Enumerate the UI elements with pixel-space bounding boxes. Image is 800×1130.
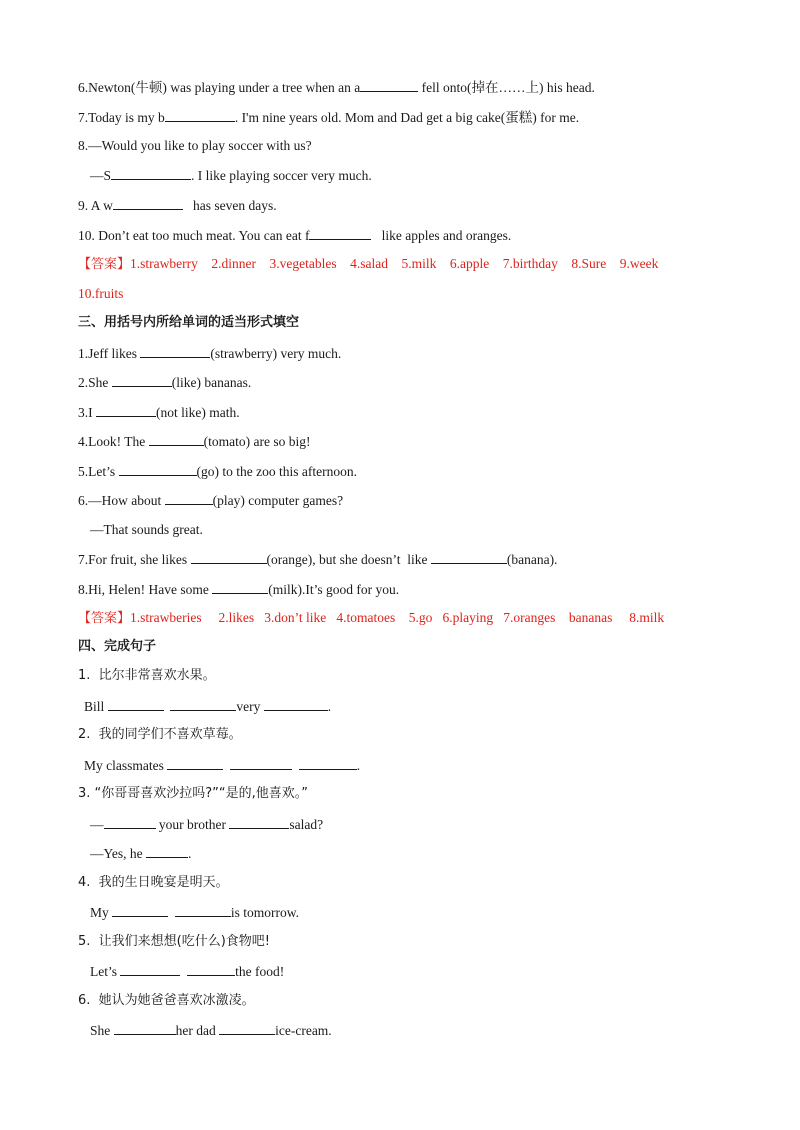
question-2-8a: 8.—Would you like to play soccer with us?: [78, 138, 312, 153]
question-4-3-chinese: 3. “你哥哥喜欢沙拉吗?”“是的,他喜欢。”: [78, 786, 309, 801]
question-4-4-chinese: 4. 我的生日晚宴是明天。: [78, 875, 229, 890]
question-2-9: 9. A w has seven days.: [78, 198, 277, 213]
question-2-7: 7.Today is my b . I'm nine years old. Mom and Dad get a big cake(蛋糕) for me.: [78, 110, 580, 125]
question-4-2-chinese: 2. 我的同学们不喜欢草莓。: [78, 727, 242, 742]
blank: [191, 550, 267, 564]
question-4-5-chinese: 5. 让我们来想想(吃什么)食物吧!: [78, 934, 271, 949]
question-3-8: 8.Hi, Helen! Have some (milk).It’s good for you.: [78, 582, 400, 597]
blank: [219, 1021, 275, 1035]
question-4-5-english: Let’s the food!: [90, 964, 285, 979]
blank: [299, 756, 357, 770]
question-3-7: 7.For fruit, she likes (orange), but she doesn’t like (banana).: [78, 552, 558, 567]
blank: [146, 844, 188, 858]
question-4-2-english: My classmates .: [84, 758, 361, 773]
blank: [165, 108, 235, 122]
blank: [360, 78, 418, 92]
question-2-10: 10. Don’t eat too much meat. You can eat f like apples and oranges.: [78, 228, 512, 243]
question-4-6-english: She her dad ice-cream.: [90, 1023, 332, 1038]
question-4-6-chinese: 6. 她认为她爸爸喜欢冰激凌。: [78, 993, 255, 1008]
blank: [212, 580, 268, 594]
question-2-6: 6.Newton(牛顿) was playing under a tree when an a fell onto(掉在……上) his head.: [78, 80, 595, 95]
question-3-1: 1.Jeff likes (strawberry) very much.: [78, 346, 342, 361]
blank: [104, 815, 156, 829]
answer-line-part2: 【答案】1.strawberry 2.dinner 3.vegetables 4.salad 5.milk 6.apple 7.birthday 8.Sure 9.week: [78, 256, 659, 272]
blank: [175, 903, 231, 917]
question-3-2: 2.She (like) bananas.: [78, 375, 252, 390]
blank: [120, 962, 180, 976]
section-title-3: 三、用括号内所给单词的适当形式填空: [78, 315, 300, 330]
question-3-6b: —That sounds great.: [90, 522, 203, 537]
blank: [112, 903, 168, 917]
question-4-3-english-a: —Yes, he .: [90, 846, 192, 861]
blank: [170, 697, 236, 711]
question-4-3-english-q: — your brother salad?: [90, 817, 324, 832]
blank: [165, 491, 213, 505]
question-2-8b: —S . I like playing soccer very much.: [90, 168, 372, 183]
question-3-3: 3.I (not like) math.: [78, 405, 240, 420]
question-3-5: 5.Let’s (go) to the zoo this afternoon.: [78, 464, 357, 479]
blank: [108, 697, 164, 711]
answer-line-part2-cont: 10.fruits: [78, 286, 124, 301]
blank: [229, 815, 289, 829]
blank: [309, 226, 371, 240]
blank: [149, 432, 204, 446]
section-title-4: 四、完成句子: [78, 639, 157, 654]
blank: [264, 697, 328, 711]
question-4-1-english: Bill very .: [84, 699, 332, 714]
blank: [230, 756, 292, 770]
blank: [114, 1021, 176, 1035]
question-4-4-english: My is tomorrow.: [90, 905, 300, 920]
blank: [96, 403, 156, 417]
blank: [167, 756, 223, 770]
blank: [111, 166, 191, 180]
blank: [140, 344, 210, 358]
question-4-1-chinese: 1. 比尔非常喜欢水果。: [78, 668, 216, 683]
blank: [431, 550, 507, 564]
blank: [112, 373, 172, 387]
question-3-4: 4.Look! The (tomato) are so big!: [78, 434, 311, 449]
blank: [113, 196, 183, 210]
answer-line-part3: 【答案】1.strawberies 2.likes 3.don’t like 4.tomatoes 5.go 6.playing 7.oranges bananas 8.milk: [78, 610, 665, 626]
blank: [187, 962, 235, 976]
question-3-6a: 6.—How about (play) computer games?: [78, 493, 344, 508]
blank: [119, 462, 197, 476]
